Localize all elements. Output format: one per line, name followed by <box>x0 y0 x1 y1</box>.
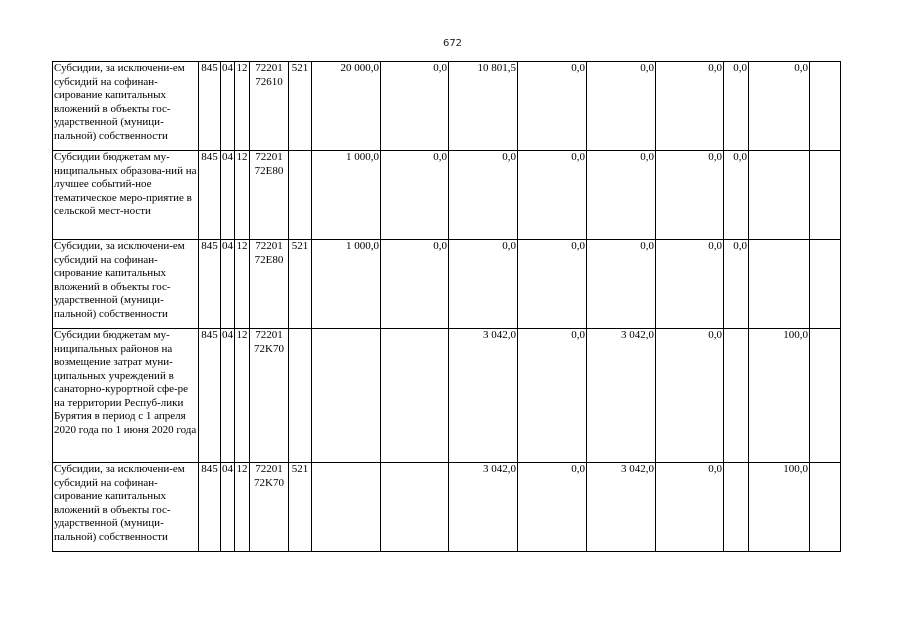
value-cell: 0,0 <box>656 151 724 240</box>
value-cell: 0,0 <box>587 151 656 240</box>
value-cell: 0,0 <box>656 463 724 552</box>
value-cell: 0,0 <box>518 62 587 151</box>
row-name: Субсидии, за исключени-ем субсидий на софинан-сирование капитальных вложений в объекты гос-ударственной (муници-пальной) собственности <box>53 240 199 329</box>
table-row <box>53 151 841 240</box>
target-article-part-1: 72201 <box>255 62 283 74</box>
expense-type-code <box>289 329 312 463</box>
value-cell: 0,0 <box>724 62 749 151</box>
value-cell <box>312 329 381 463</box>
table-row <box>53 329 841 463</box>
value-cell: 0,0 <box>518 329 587 463</box>
table-row <box>53 240 841 329</box>
subsection-code: 12 <box>235 463 250 552</box>
value-cell: 0,0 <box>518 151 587 240</box>
subsection-code: 12 <box>235 240 250 329</box>
value-cell: 10 801,5 <box>449 62 518 151</box>
value-cell: 0,0 <box>381 62 449 151</box>
budget-table <box>52 61 841 552</box>
value-cell <box>381 329 449 463</box>
value-cell: 3 042,0 <box>587 463 656 552</box>
ministry-code: 845 <box>199 240 221 329</box>
empty-cell <box>810 329 841 463</box>
subsection-code: 12 <box>235 62 250 151</box>
value-cell: 0,0 <box>381 151 449 240</box>
row-name: Субсидии бюджетам му-ниципальных районов на возмещение затрат муни-ципальных учреждений в санаторно-курортной сфе-ре на территории Респуб-лики Бурятия в период с 1 апреля 2020 года по 1 июня 2020 года <box>53 329 199 463</box>
value-cell <box>724 463 749 552</box>
value-cell: 0,0 <box>449 151 518 240</box>
target-article-part-1: 72201 <box>255 240 283 252</box>
empty-cell <box>810 62 841 151</box>
empty-cell <box>810 463 841 552</box>
value-cell: 0,0 <box>724 151 749 240</box>
value-cell: 0,0 <box>518 463 587 552</box>
ministry-code: 845 <box>199 329 221 463</box>
target-article-part-1: 72201 <box>255 463 283 475</box>
value-cell <box>312 463 381 552</box>
row-name: Субсидии, за исключени-ем субсидий на софинан-сирование капитальных вложений в объекты гос-ударственной (муници-пальной) собственности <box>53 463 199 552</box>
value-cell: 0,0 <box>656 329 724 463</box>
value-cell <box>381 463 449 552</box>
value-cell: 0,0 <box>381 240 449 329</box>
value-cell: 0,0 <box>724 240 749 329</box>
row-name: Субсидии, за исключени-ем субсидий на софинан-сирование капитальных вложений в объекты гос-ударственной (муници-пальной) собственности <box>53 62 199 151</box>
target-article-code <box>250 240 289 329</box>
value-cell: 3 042,0 <box>449 329 518 463</box>
value-cell: 0,0 <box>518 240 587 329</box>
table-row <box>53 463 841 552</box>
value-cell: 0,0 <box>749 62 810 151</box>
expense-type-code <box>289 151 312 240</box>
value-cell: 100,0 <box>749 329 810 463</box>
ministry-code: 845 <box>199 151 221 240</box>
value-cell: 0,0 <box>656 240 724 329</box>
table-row <box>53 62 841 151</box>
target-article-part-1: 72201 <box>255 329 283 341</box>
value-cell: 0,0 <box>587 240 656 329</box>
empty-cell <box>810 151 841 240</box>
target-article-code <box>250 151 289 240</box>
expense-type-code: 521 <box>289 463 312 552</box>
value-cell <box>724 329 749 463</box>
target-article-part-2: 72610 <box>255 75 283 88</box>
value-cell: 1 000,0 <box>312 240 381 329</box>
value-cell: 20 000,0 <box>312 62 381 151</box>
subsection-code: 12 <box>235 151 250 240</box>
value-cell <box>749 240 810 329</box>
empty-cell <box>810 240 841 329</box>
expense-type-code: 521 <box>289 240 312 329</box>
section-code: 04 <box>221 240 235 329</box>
value-cell: 1 000,0 <box>312 151 381 240</box>
section-code: 04 <box>221 463 235 552</box>
section-code: 04 <box>221 151 235 240</box>
value-cell: 3 042,0 <box>587 329 656 463</box>
value-cell: 3 042,0 <box>449 463 518 552</box>
target-article-code <box>250 62 289 151</box>
target-article-part-1: 72201 <box>255 151 283 163</box>
expense-type-code: 521 <box>289 62 312 151</box>
ministry-code: 845 <box>199 62 221 151</box>
target-article-part-2: 72K70 <box>254 342 284 355</box>
subsection-code: 12 <box>235 329 250 463</box>
page-number: 672 <box>442 38 463 49</box>
target-article-code <box>250 463 289 552</box>
value-cell <box>749 151 810 240</box>
value-cell: 0,0 <box>587 62 656 151</box>
value-cell: 0,0 <box>656 62 724 151</box>
ministry-code: 845 <box>199 463 221 552</box>
row-name: Субсидии бюджетам му-ниципальных образова-ний на лучшее событий-ное тематическое меро-приятие в сельской мест-ности <box>53 151 199 240</box>
target-article-part-2: 72E80 <box>254 253 284 266</box>
value-cell: 0,0 <box>449 240 518 329</box>
target-article-code <box>250 329 289 463</box>
target-article-part-2: 72E80 <box>254 164 284 177</box>
value-cell: 100,0 <box>749 463 810 552</box>
target-article-part-2: 72K70 <box>254 476 284 489</box>
section-code: 04 <box>221 62 235 151</box>
section-code: 04 <box>221 329 235 463</box>
